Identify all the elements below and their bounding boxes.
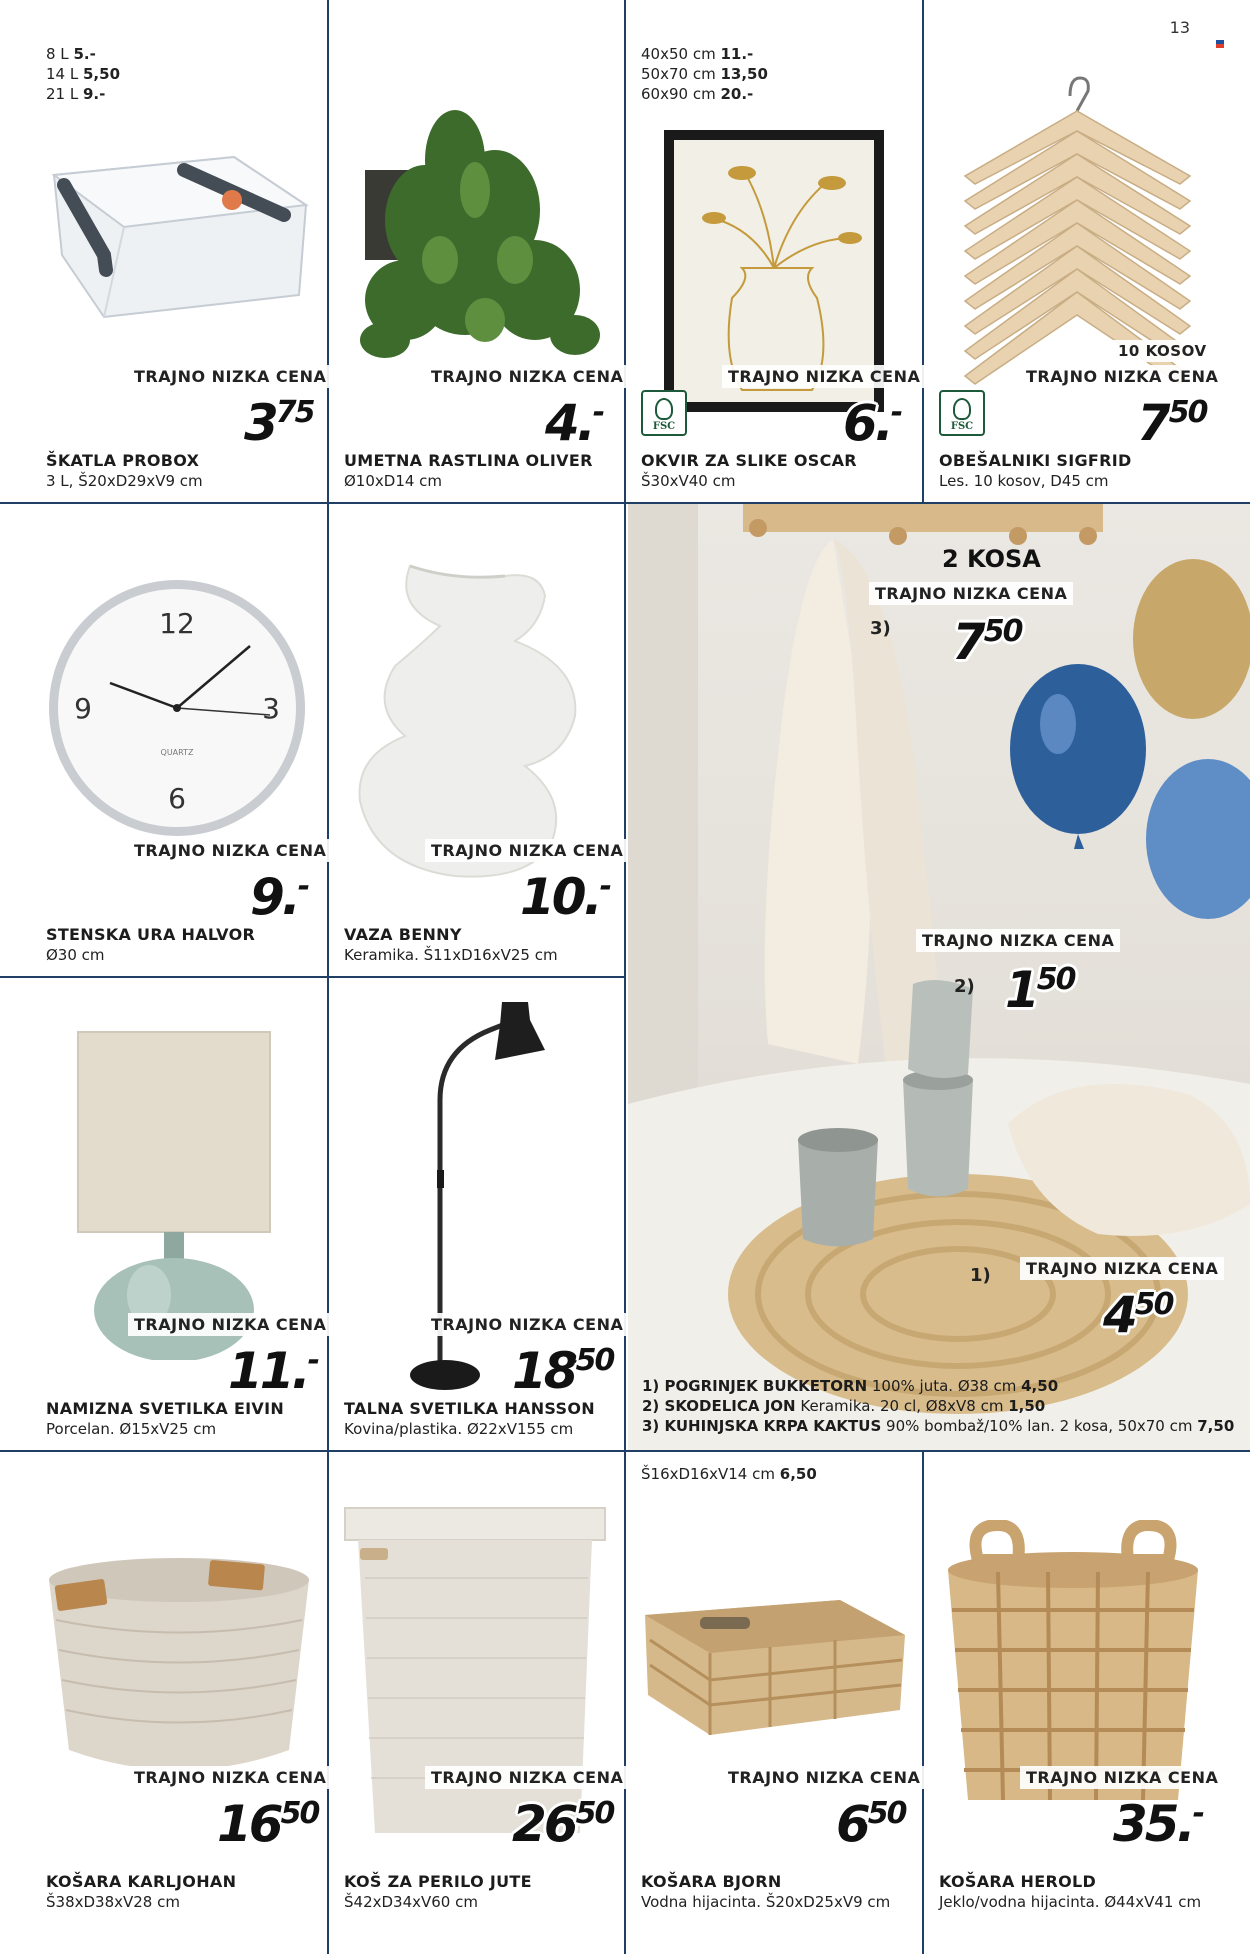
price-tag-label: TRAJNO NIZKA CENA — [425, 1313, 629, 1336]
price: 375 — [244, 394, 314, 452]
price-tag-label: TRAJNO NIZKA CENA — [722, 1766, 926, 1789]
feature-product-list — [642, 1376, 1234, 1436]
size-list: 8 L 5.- 14 L 5,50 21 L 9.- — [46, 45, 121, 103]
product-description: Vodna hijacinta. Š20xD25xV9 cm — [641, 1893, 891, 1911]
price-tag-label: TRAJNO NIZKA CENA — [425, 839, 629, 862]
table-lamp-icon — [74, 1030, 274, 1360]
price: 35.- — [1113, 1795, 1204, 1853]
price-tag-label: TRAJNO NIZKA CENA — [1020, 365, 1224, 388]
price: 450 — [1103, 1286, 1173, 1344]
price-tag-label: TRAJNO NIZKA CENA — [128, 1313, 332, 1336]
product-name: KOŠARA HEROLD — [939, 1872, 1097, 1891]
fsc-logo-icon: FSC — [939, 390, 985, 436]
quantity-tag: 10 KOSOV — [1112, 340, 1213, 362]
offer-number: 2) — [954, 976, 975, 997]
price-tag-label: TRAJNO NIZKA CENA — [1020, 1257, 1224, 1280]
product-name: UMETNA RASTLINA OLIVER — [344, 451, 593, 470]
product-description: Jeklo/vodna hijacinta. Ø44xV41 cm — [939, 1893, 1202, 1911]
price: 10.- — [520, 868, 611, 926]
product-name: VAZA BENNY — [344, 925, 462, 944]
list-item: 3) KUHINJSKA KRPA KAKTUS 90% bombaž/10% lan. 2 kosa, 50x70 cm 7,50 — [642, 1417, 1235, 1435]
price-tag-label: TRAJNO NIZKA CENA — [128, 839, 332, 862]
product-description: Š38xD38xV28 cm — [46, 1893, 180, 1911]
grid-divider — [327, 0, 329, 504]
basket-icon — [44, 1550, 314, 1780]
fsc-logo-icon: FSC — [641, 390, 687, 436]
svg-text:9: 9 — [74, 692, 92, 725]
size-list: Š16xD16xV14 cm 6,50 — [641, 1465, 817, 1483]
price-tag-label: TRAJNO NIZKA CENA — [425, 1766, 629, 1789]
clock-icon — [45, 578, 310, 838]
product-description: Keramika. Š11xD16xV25 cm — [344, 946, 558, 964]
svg-text:3: 3 — [262, 692, 280, 725]
vase-icon — [355, 556, 585, 886]
price-tag-label: TRAJNO NIZKA CENA — [722, 365, 926, 388]
product-name: TALNA SVETILKA HANSSON — [344, 1399, 595, 1418]
product-description: Les. 10 kosov, D45 cm — [939, 472, 1109, 490]
price-tag-label: TRAJNO NIZKA CENA — [916, 929, 1120, 952]
size-list: 40x50 cm 11.- 50x70 cm 13,50 60x90 cm 20.- — [641, 45, 768, 103]
page-number: 13 — [1169, 18, 1190, 37]
storage-box-icon — [44, 145, 314, 320]
price: 650 — [836, 1795, 906, 1853]
price-tag-label: TRAJNO NIZKA CENA — [128, 1766, 332, 1789]
price: 9.- — [250, 868, 309, 926]
product-name: ŠKATLA PROBOX — [46, 451, 200, 470]
price-tag-label: TRAJNO NIZKA CENA — [869, 582, 1073, 605]
svg-text:QUARTZ: QUARTZ — [160, 748, 194, 757]
product-name: OKVIR ZA SLIKE OSCAR — [641, 451, 857, 470]
list-item: 2) SKODELICA JON Keramika. 20 cl, Ø8xV8 cm 1,50 — [642, 1397, 1046, 1415]
product-name: KOŠARA KARLJOHAN — [46, 1872, 237, 1891]
price: 2650 — [512, 1795, 614, 1853]
grid-divider — [922, 0, 924, 504]
svg-text:12: 12 — [159, 607, 195, 640]
price: 750 — [1137, 394, 1207, 452]
product-description: Porcelan. Ø15xV25 cm — [46, 1420, 217, 1438]
list-item: 1) POGRINJEK BUKKETORN 100% juta. Ø38 cm 4,50 — [642, 1377, 1059, 1395]
product-name: NAMIZNA SVETILKA EIVIN — [46, 1399, 285, 1418]
price-tag-label: TRAJNO NIZKA CENA — [425, 365, 629, 388]
product-name: KOŠ ZA PERILO JUTE — [344, 1872, 532, 1891]
plant-icon — [345, 100, 610, 365]
grid-divider — [0, 1450, 1250, 1452]
product-name: KOŠARA BJORN — [641, 1872, 782, 1891]
grid-divider — [0, 976, 624, 978]
grid-divider — [922, 1450, 924, 1954]
product-description: Š42xD34xV60 cm — [344, 1893, 478, 1911]
offer-number: 1) — [970, 1265, 991, 1286]
grid-divider — [624, 0, 626, 1954]
grid-divider — [327, 504, 329, 1954]
product-description: Kovina/plastika. Ø22xV155 cm — [344, 1420, 574, 1438]
price-tag-label: TRAJNO NIZKA CENA — [1020, 1766, 1224, 1789]
product-name: STENSKA URA HALVOR — [46, 925, 256, 944]
svg-text:6: 6 — [168, 782, 186, 815]
product-description: Ø30 cm — [46, 946, 105, 964]
quantity-label: 2 KOSA — [942, 545, 1041, 573]
price: 4.- — [545, 394, 604, 452]
product-name: OBEŠALNIKI SIGFRID — [939, 451, 1132, 470]
product-description: 3 L, Š20xD29xV9 cm — [46, 472, 203, 490]
price: 1650 — [217, 1795, 319, 1853]
price: 150 — [1005, 961, 1075, 1019]
offer-number: 3) — [870, 618, 891, 639]
price: 6.- — [843, 394, 902, 452]
product-description: Š30xV40 cm — [641, 472, 736, 490]
price: 11.- — [228, 1342, 319, 1400]
price-tag-label: TRAJNO NIZKA CENA — [128, 365, 332, 388]
flag-icon — [1216, 40, 1224, 48]
price: 750 — [952, 613, 1022, 671]
wicker-box-icon — [640, 1595, 910, 1740]
price: 1850 — [512, 1342, 614, 1400]
product-description: Ø10xD14 cm — [344, 472, 443, 490]
